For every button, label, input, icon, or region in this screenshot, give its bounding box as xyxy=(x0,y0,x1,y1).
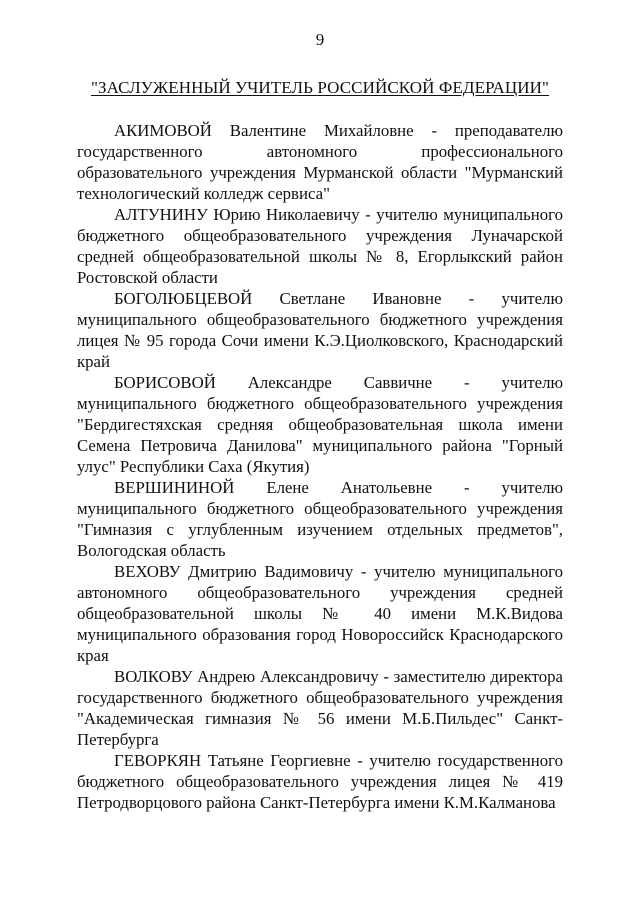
awardee-entry: АКИМОВОЙ Валентине Михайловне - преподавателю государственного автономного профессионального образовательного учреждения Мурманской области "Мурманский технологический колледж сервиса" xyxy=(77,121,563,203)
awardee-entry: ВОЛКОВУ Андрею Александровичу - заместителю директора государственного бюджетного общеобразовательного учреждения "Академическая гимназия № 56 имени М.Б.Пильдес" Санкт-Петербурга xyxy=(77,667,563,749)
awardee-entry: БОГОЛЮБЦЕВОЙ Светлане Ивановне - учителю муниципального общеобразовательного бюджетного учреждения лицея № 95 города Сочи имени К.Э.Циолковского, Краснодарский край xyxy=(77,289,563,371)
page-number: 9 xyxy=(315,30,325,49)
awardee-entry: ГЕВОРКЯН Татьяне Георгиевне - учителю государственного бюджетного общеобразовательного учреждения лицея № 419 Петродворцового района Санкт-Петербурга имени К.М.Калманова xyxy=(77,751,563,812)
awardee-entry: АЛТУНИНУ Юрию Николаевичу - учителю муниципального бюджетного общеобразовательного учреждения Луначарской средней общеобразовательной школы № 8, Егорлыкский район Ростовской области xyxy=(77,205,563,287)
awardee-list xyxy=(77,120,563,813)
award-title-heading: "ЗАСЛУЖЕННЫЙ УЧИТЕЛЬ РОССИЙСКОЙ ФЕДЕРАЦИИ" xyxy=(90,78,550,97)
awardee-entry: ВЕХОВУ Дмитрию Вадимовичу - учителю муниципального автономного общеобразовательного учреждения средней общеобразовательной школы № 40 имени М.К.Видова муниципального образования город Новороссийск Краснодарского края xyxy=(77,562,563,665)
awardee-entry: БОРИСОВОЙ Александре Саввичне - учителю муниципального бюджетного общеобразовательного учреждения "Бердигестяхская средняя общеобразовательная школа имени Семена Петровича Данилова" муниципального района "Горный улус" Республики Саха (Якутия) xyxy=(77,373,563,476)
awardee-entry: ВЕРШИНИНОЙ Елене Анатольевне - учителю муниципального бюджетного общеобразовательного учреждения "Гимназия с углубленным изучением отдельных предметов", Вологодская область xyxy=(77,478,563,560)
